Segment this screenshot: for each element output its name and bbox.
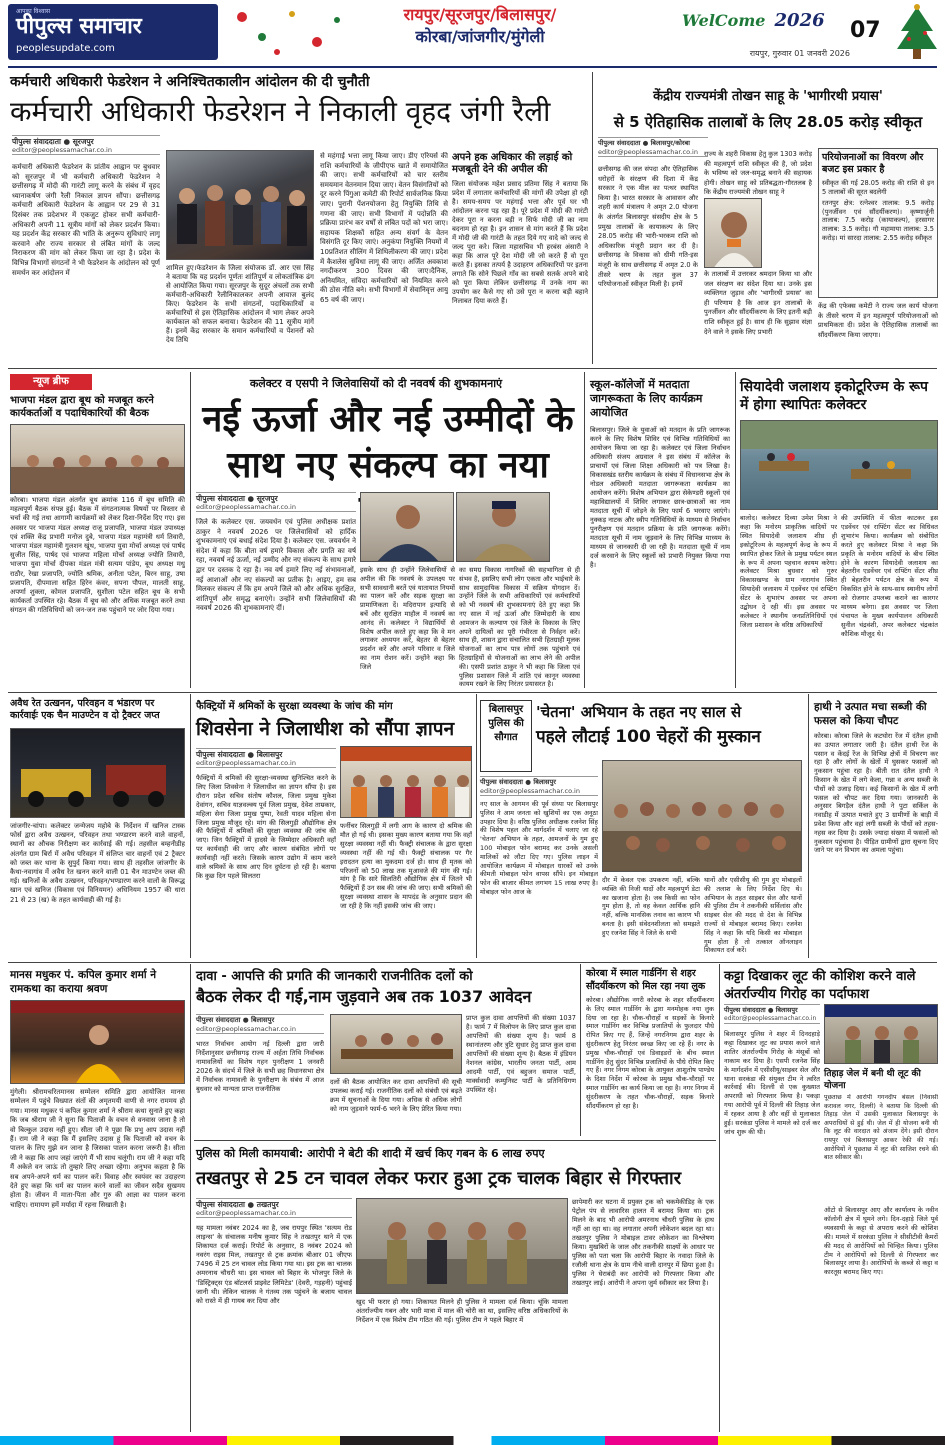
story1-email: editor@peoplessamachar.co.in <box>12 146 160 155</box>
story12-headline: बैठक लेकर दी गई,नाम जुड़वाने अब तक 1037 आवेदन <box>196 987 532 1006</box>
story3-col2b: के तालाबों में उत्तरकर श्रमदान किया था और जल संरक्षण का संदेश दिया था। उनके इस व्यक्तिगत जुड़ाव और 'भागीरथी प्रयास' का ही परिणाम है कि आज इन तालाबों के पुनर्जीवन और सौंदर्यीकरण के लिए इतनी बड़ी राशि स्वीकृत हुई है। साथ ही कि सुझाव संज्ञा देने वाले ने इसके लिए प्रभारी <box>704 270 812 336</box>
story9-col1: नए साल के आगमन की पूर्व संध्या पर बिलासपुर पुलिस ने आम जनता को खुशियों का एक अनूठा उपहार दिया है। वरिष्ठ पुलिस अधीक्षक रजनेश सिंह की विशेष पहल और मार्गदर्शन में चलाए जा रहे 'चेतना' अभियान के तहत, आमजनों के गुम हुए 100 मोबाइल फोन बरामद कर उनके असली मालिकों को लौटा दिए गए। पुलिस लाइन में आयोजित कार्यक्रम में मोबाइल धारकों को उनके कीमती मोबाइल फोन वापस सौंपे। इन मोबाइल फोन की बाजार कीमत लगभग 15 लाख रुपए है। मोबाइल फोन आज के <box>480 800 598 896</box>
divider-h2 <box>8 692 937 693</box>
story15-col1: यह मामला नवंबर 2024 का है, जब रायपुर स्थित 'सत्यम रोड लाइन्स' के संचालक मनीष कुमार सिंह ने तखतपुर थाने में एक शिकायत दर्ज कराई। रिपोर्ट के अनुसार, 8 नवंबर 2024 को नवरंग राइस मिल, तखतपुर से ट्रक क्रमांक बीआर 01 जीएफ 7496 में 25 टन चावल लोड किया गया था। इस ट्रक का चालक अमरनाथ चौधरी था। इस चावल को बिहार के भोजपुर जिले के 'डिस्ट्रिक्ट्स एंड बॉटलर्स प्राइवेट लिमिटेड' (देवरी, गड़हनी) पहुंचाई जानी थी। लेकिन चालक ने गंतव्य तक पहुंचने के बजाय चावल को रास्ते में ही गायब कर दिया और <box>196 1224 352 1305</box>
divider-v9 <box>580 964 581 1136</box>
project-box-line-1: स्वीकृत की गई 28.05 करोड़ की राशि से इन 5 तालाबों की सूरत बदलेगी <box>822 179 934 196</box>
story15-email: editor@peoplessamachar.co.in <box>196 1209 352 1218</box>
arrest-photo <box>824 1004 938 1064</box>
divider-v2 <box>190 372 191 688</box>
divider-v4 <box>735 372 736 688</box>
story1-headline: कर्मचारी अधिकारी फेडरेशन ने निकाली वृहद जंगी रैली <box>10 95 551 128</box>
website[interactable]: peoplesupdate.com <box>16 43 115 54</box>
story14-headline: कट्टा दिखाकर लूट की कोशिश करने वाले अंतर्राज्यीय गिरोह का पर्दाफाश <box>724 969 916 1002</box>
stage-illustration <box>11 1001 185 1084</box>
truck-driver-arrest-photo <box>356 1198 568 1294</box>
story5-body: बिलासपुर। जिले के युवाओं को मतदान के प्रति जागरूक करने के लिए विशेष शिविर एवं विभिन्न गतिविधियों का आयोजन किया जा रहा है। कलेक्टर एवं जिला निर्वाचन अधिकारी संजय अग्रवाल ने इस संबंध में कॉलेज के प्राचार्यों एवं जिला शिक्षा अधिकारी को पत्र लिखा है। विकासखंड स्तरीय कार्यक्रम के संबंध में विधानसभा क्षेत्र के नोडल अधिकारी मतदाता जागरूकता कार्यक्रम का आयोजन करेंगे। विशेष अभियान द्वारा सेकेण्डरी स्कूलों एवं महाविद्यालयों में शिविर लगाकर छात्र-छात्राओं का नाम मतदाता सूची में जोड़ने के लिए फार्म 6 भरवाए जाएंगे। नुक्कड़ नाटक और स्वीप गतिविधियों के माध्यम से निर्वाचन पुनरीक्षण एवं मतदान प्रक्रिया के प्रति जागरूक करेंगे। मतदाता सूची में नाम जुड़वाने के लिए विभिन्न माध्यम के माध्यम से जानकारी दी जा रही है। मतदाता सूची में नाम दर्ज करवाने के लिए स्कूलों को प्रभारी नियुक्त किया गया है। <box>590 426 730 569</box>
story13-body: कोरबा। औद्योगिक नगरी कोरबा के शहर सौंदर्यीकरण के लिए स्माल गार्डनिंग के द्वारा मनमोहक नया लुक दिया जा रहा है। चौक-चौराहों व सड़कों के किनारे स्माल गार्डनिंग कर विभिन्न प्रजातियों के फुलदार पौधे रोपित किए गए हैं, जिन्हें नगरनिगम द्वारा शहर के सुंदरीकरण हेतु निरंतर स्वच्छ किए जा रहे हैं। नगर के प्रमुख चौक-चौराहों एवं डिवाइडरों के बीच स्माल गार्डनिंग हेतु सुंदर विभिन्न प्रजातियों के पौधे रोपित किए गए हैं। नगर निगम कोरबा के आयुक्त आशुतोष पाण्डेय के दिशा निर्देश में कोरबा के प्रमुख चौक-चौराहों पर स्माल गार्डनिंग का कार्य किया जा रहा है। नगर निगम में सुंदरीकरण के तहत चौक-चौराहों, सड़क किनारे सौंदर्यीकरण हो रहा है। <box>586 996 714 1110</box>
dateline: रायपुर, गुरुवार 01 जनवरी 2026 <box>749 49 850 58</box>
project-box <box>818 148 938 298</box>
story14-body: बिलासपुर पुलिस ने शहर में दिनदहाड़े कट्टा दिखाकर लूट का प्रयास करने वाले शातिर अंतर्राज्यीय गिरोह के मंसूबों को नाकाम कर दिया है। एसपी रजनेश सिंह के मार्गदर्शन में एसीसीयू/साइबर सेल और थाना सरकंडा की संयुक्त टीम ने त्वरित कार्रवाई की। दिल्ली से एक कुख्यात अपराधी को गिरफ्तार किया है। पकड़ा गया आरोपी पूर्व में दिल्ली की तिहाड़ जेल में रहकर आया है और वहीं से मुलाकात हुई। सरकंडा पुलिस ने मामले को दर्ज कर जांच शुरू की थी। <box>724 1030 820 1136</box>
story4-byline-block <box>196 492 356 512</box>
story1-caption: शामिल हुए।फेडरेशन के जिला संयोजक डॉ. आर एस सिंह ने बताया कि यह प्रदर्शन पूर्णतः शांतिपूर्ण व लोकतांत्रिक ढंग से आयोजित किया गया। सूरजपुर के सुदूर अंचलों तक सभी कर्मचारी-अधिकारी रैलीनिकालकर अपनी आवाज बुलंद किए। फेडरेशन के सभी संगठनों, पदाधिकारियों व कर्मचारियों से इस ऐतिहासिक आंदोलन में भाग लेकर अपने कार्यकाल को सफल बनाया। फेडरेशन की 11 सूत्रीय मांगें हैं। इनमें केंद्र सरकार के समान कर्मचारियों व पेंशनरों को देय तिथि <box>166 264 314 344</box>
header-rule <box>8 66 937 68</box>
divider-v8 <box>190 964 191 1432</box>
masthead <box>0 0 945 66</box>
sp-illustration <box>457 493 550 562</box>
story3-col2: राज्य के शहरी विकास हेतु कुल 1303 करोड़ की महत्वपूर्ण राशि स्वीकृत की है, जो प्रदेश के भविष्य को जल-समृद्ध बनाने की सहायक होगी। तोखन साहू को प्रतिबद्धता-गौरतलब है कि केंद्रीय राज्यमंत्री तोखन साहू ने <box>704 150 812 196</box>
story8-col1: फैक्ट्रियों में श्रमिकों की सुरक्षा-व्यवस्था सुनिश्चित करने के लिए जिला शिवसेना ने जिलाधीश का ज्ञापन सौंपा है। इस दौरान प्रदेश सचिव संतोष कौशल, जिला प्रमुख मुकेश देवांगन, सचिव याज्ञवल्क्य पूर्व जिला प्रमुख, देवेश ताम्रकार, महिला सेना जिला प्रमुख पुष्पा, रेवती यादव महिला सेना जिला प्रमुख मौजूद रहे। मांग की सिलगुड़ी औद्योगिक क्षेत्र की फैक्ट्रियों में श्रमिकों की सुरक्षा व्यवस्था की जांच की जाए। जिन फैक्ट्रियों में हादसे के जिम्मेदार अधिकारी वहाँ पर कार्यवाही की जाए और कारण संबंधित लोगों पर कार्यवाही नहीं करते। जिसके कारण उद्योग में काम करने वाले श्रमिकों के साथ आए दिन दुर्घटना हो रही है। बताया कि कुछ दिन पहले सिलतरा <box>196 774 336 880</box>
reservoir-photo <box>740 420 938 510</box>
divider-v7 <box>808 694 809 958</box>
story8-email: editor@peoplessamachar.co.in <box>196 759 336 768</box>
print-color-bar <box>0 1436 945 1445</box>
christmas-tree-icon <box>893 3 941 63</box>
brand-name: पीपुल्स समाचार <box>16 14 142 39</box>
story4-headline-2: साथ नए संकल्प का नया <box>227 445 549 486</box>
mobile-return-photo <box>602 760 802 872</box>
ramkatha-photo <box>10 1000 185 1084</box>
story1-byline: पीपुल्स संवाददाता ● सूरजपुर <box>12 135 160 146</box>
divider-v1 <box>592 72 593 364</box>
story12-email: editor@peoplessamachar.co.in <box>196 1025 324 1034</box>
brief-label: न्यूज ब्रीफ <box>10 374 92 390</box>
cities-banner <box>370 4 590 60</box>
brief-body: कोरबा। भाजपा मंडल अंतर्गत बूथ क्रमांक 116 में बूथ समिति की महत्वपूर्ण बैठक संपन्न हुई। बैठक में संगठनात्मक विषयों पर विस्तार से चर्चा की गई तथा आगामी कार्यक्रमों को लेकर दिशा-निर्देश दिए गए। इस अवसर पर भाजपा मंडल अध्यक्ष राजू प्रजापति, भाजपा मंडल उपाध्यक्ष एवं शक्ति केंद्र प्रभारी मनोज दुबे, भाजपा मंडल महामंत्री धर्म तिवारी, भाजपा मंडल महामंत्री गुलशन खूंथ, भाजपा युवा मोर्चा अध्यक्ष एवं पार्षद सुजीत सिंह, पार्षद एवं भाजपा महिला मोर्चा अध्यक्ष ज्योति तिवारी, भाजपा युवा मोर्चा दीपका मंडल मंत्री सत्यम पांडेय, बूथ अध्यक्ष मधु राठौर, रेखा प्रजापति, ज्योति श्रमिक, अनीता पटेल, बिरन साहू, उषा प्रजापति, दीपमाला सहित हिरेन कंवर, सपना पौपल, मालती साहू, अपर्णा शुक्ला, कोमल प्रजापति, सुशीला पटेल सहित बूथ के सभी कार्यकर्ता उपस्थित रहे। बैठक में बूथ को और अधिक मजबूत करने तथा संगठन की गतिविधियों को जन-जन तक पहुंचाने पर जोर दिया गया। <box>10 496 185 615</box>
story14-byline-block <box>724 1004 820 1024</box>
story3-byline-block <box>598 137 708 157</box>
vehicles-illustration <box>11 729 185 818</box>
story12-col2: दलों की बैठक आयोजित कर दावा आपत्तियों की सूची उपलब्ध कराई गई। राजनीतिक दलों को संबंधी एवं बढ़ते क्रम में सूचनाओं के दिया गया। अधिक से अधिक लोगों को नाम जुड़वाने फार्म-6 भरने के लिए प्रेरित किया गया। <box>330 1078 462 1113</box>
story3-byline: पीपुल्स संवाददाता ● बिलासपुर/कोरबा <box>598 137 708 148</box>
group-illustration <box>603 761 802 872</box>
story15-col2: खुद भी फरार हो गया। शिकायत मिलने ही पुलिस ने मामला दर्ज किया। चूंकि मामला अंतर्राज्यीय गबन और भारी मात्रा में माल की चोरी का था, इसलिए वरिष्ठ अधिकारियों के निर्देशन में एक विशेष टीम गठित की गई। पुलिस टीम ने पहले बिहार में <box>356 1298 568 1325</box>
story14-col2: ऑटो से बिलासपुर आए और कार्यालय के नवीन कॉलोनी क्षेत्र में घूमने लगे। दिन-दहाड़े जिले पूर्व व्यवसायी के कट्टा से अपराध करने की कोशिश की। मामले में सरकंडा पुलिस ने सीसीटीवी कैमरों की मदद से आरोपियों को चिन्हित किया। पुलिस टीम ने आरोपियों को दिल्ली से गिरफ्तार कर बिलासपुर लाया है। आरोपियों के कब्जे से कट्टा व कारतूस बरामद किए गए। <box>824 1206 938 1277</box>
story12-kicker: दावा - आपत्ति की प्रगति की जानकारी राजनीतिक दलों को <box>196 969 473 984</box>
story9-byline: पीपुल्स संवाददाता ● बिलासपुर <box>480 776 598 787</box>
story10-body: कोरबा। कोरबा जिले के कटघोरा रेंज में दंतैल हाथी का उत्पात लगातार जारी है। दंतैल हाथी रेंज के पसान व केंदई रेंज के विभिन्न क्षेत्रों में विचरण कर रहा है और लोगों के खेतों में घुसकर फसलों को नुकसान पहुंचा रहा है। बीती रात दंतैल हाथी ने किसान के खेत में लगे केला, गन्ना व अन्य सब्जी के पौधों को उजाड़ दिया। कई किसानों के खेत में लगी फसल को चौपट कर दिया गया। जानकारी के अनुसार बिगड़ैल दंतैल हाथी ने पुटा सर्किल के नवाडीह में उत्पात मचाते हुए 3 ग्रामीणों के बाड़ी में प्रवेश किया और वहां लगी सब्जी के पौधों को तहस-नहस कर दिया है। उसके ज्यादा संख्या में फसलों को नुकसान पहुंचाया है। पीड़ित ग्रामीणों द्वारा सूचना दिए जाने पर वन विभाग का अमला पहुंचा। <box>814 732 938 855</box>
story4-col1: जिले के कलेक्टर एस. जयवर्धन एवं पुलिस अधीक्षक प्रशांत ठाकुर ने नववर्ष 2026 पर जिलेवासियों को हार्दिक शुभकामनाएं एवं बधाई संदेश दिया है। कलेक्टर एस. जयवर्धन ने संदेश में कहा कि बीता वर्ष हमारे विकास और प्रगति का वर्ष रहा, नववर्ष नई ऊर्जा, नई उम्मीद और नए संकल्प के साथ हमारे द्वार पर दस्तक दे रहा है। नव वर्ष हमारे लिए नई संभावनाओं, नई आशाओं और नए संकल्पों का प्रतीक है। आइए, हम सब मिलकर संकल्प लें कि हम अपने जिले को और अधिक सुरक्षित, शांतिपूर्ण और समृद्ध बनाएंगे। उन्होंने सभी जिलेवासियों की नववर्ष 2026 की शुभकामनाएं दीं। <box>196 518 356 613</box>
story2-headline: अपने हक अधिकार की लड़ाई को मजबूती देने की अपील की <box>452 152 573 175</box>
story7-headline: अवैध रेत उत्खनन, परिवहन व भंडारण पर कार्रवाईः एक चैन माउण्टेन व दो ट्रैक्टर जप्त <box>10 698 160 721</box>
project-box-title: परियोजनाओं का विवरण और बजट इस प्रकार है <box>822 152 924 175</box>
meeting-table-illustration <box>331 1015 462 1074</box>
story9-byline-block <box>480 776 598 796</box>
story1-byline-block <box>12 135 160 155</box>
story12-col1: भारत निर्वाचन आयोग नई दिल्ली द्वारा जारी निर्देशानुसार छत्तीसगढ़ राज्य में अर्हता तिथि निर्वाचक नामावलियों का विशेष गहन पुनरीक्षण 1 जनवरी 2026 के संदर्भ में जिले के सभी छह विधानसभा क्षेत्र में निर्वाचक नामावली के पुनरीक्षण के संबंध में आज बुधवार को मान्यता प्राप्त राजनीतिक <box>196 1040 324 1093</box>
story14-inset-body: पूछताछ में आरोपी गगनदीप बंसल (निवासी करावल नगर, दिल्ली) ने बताया कि दिल्ली की तिहाड़ जेल में उसकी मुलाकात बिलासपुर के अपराधियों से हुई थी। जेल में ही योजना बनी थी कि लूट की वारदात को अंजाम देंगे। इसी दौरान रायपुर एवं बिलासपुर आकर रेकी की गई। आरोपियों ने पूछताछ में लूट की साजिश रचने की बात स्वीकार की। <box>824 1094 938 1162</box>
cities-line-2: कोरबा/जांजगीर/मुंगेली <box>415 27 545 46</box>
story9-headline-1: 'चेतना' अभियान के तहत नए साल से <box>536 703 742 721</box>
story9-col3: थानों और एसीसीयू की गुम हुए मोबाइलों की तलाश के लिए निर्देश दिए थे। अभियान के तहत साइबर सेल और थानों की पुलिस टीम ने तकनीकी सर्विलांस और साइबर सेल की मदद से देश के विभिन्न राज्यों से मोबाइल बरामद किए। रजनेश सिंह ने कहा कि यदि किसी का मोबाइल गुम होता है तो तत्काल ऑनलाइन शिकायत दर्ज करें। <box>704 876 802 955</box>
crowd-illustration <box>167 151 314 260</box>
story3-headline: से 5 ऐतिहासिक तालाबों के लिए 28.05 करोड़ स्वीकृत <box>613 113 923 131</box>
story8-byline-block <box>196 748 336 768</box>
story4-kicker: कलेक्टर व एसपी ने जिलेवासियों को दी नववर्ष की शुभकामनाएं <box>249 377 503 390</box>
story15-col3: छापेमारी कर घटना में प्रयुक्त ट्रक को चकमेकीडिह के एक पेट्रोल पंप से लावारिस हालत में बरामद किया था। ट्रक मिलने के बाद भी आरोपी अमरनाथ चौधरी पुलिस के हाथ नहीं आ रहा था। वह लगातार अपनी लोकेशन बदल रहा था। तखतपुर पुलिस ने मोबाइल टावर लोकेशन का विश्लेषण किया। मुखबिरों के जाल और तकनीकी साक्ष्यों के आधार पर पुलिस को पता चला कि आरोपी बिहार के नवादा जिले के रजौली थाना क्षेत्र के ग्राम नीचे वाली दानपुर में छिपा हुआ है। पुलिस ने घेराबंदी कर आरोपी को गिरफ्तार किया और तखतपुर लाई। आरोपी ने अपना जुर्म स्वीकार कर लिया है। <box>572 1198 714 1287</box>
story8-kicker: फैक्ट्रियों में श्रमिकों के सुरक्षा व्यवस्था के जांच की मांग <box>196 701 393 712</box>
story3-col3b: केंद्र की एफेक्स कमेटी ने राज्य जल कार्य योजना के तीसरे चरण में इन महत्वपूर्ण परियोजनाओं को प्राथमिकता दी। प्रदेश के ऐतिहासिक तालाबों का सौंदर्यीकरण किया जाएगा। <box>818 302 938 339</box>
brand-logo <box>8 4 218 60</box>
story12-byline: पीपुल्स संवाददाता ● बिलासपुर <box>196 1014 324 1025</box>
story13-headline: कोरबा में स्माल गार्डनिंग से शहर सौंदर्यीकरण को मिल रहा नया लुक <box>586 968 706 992</box>
story14-byline: पीपुल्स संवाददाता ● बिलासपुर <box>724 1004 820 1015</box>
project-box-line-2: रतनपुर क्षेत्र: रत्नेश्वर तालाब: 9.5 करोड़ (पुनर्जीवन एवं सौंदर्यीकरण)। कृष्णार्जुनी तालाब: 7.5 करोड़ (कायाकल्प), हरसागर तालाब: 3.5 करोड़। गौ महामाया तालाब: 3.5 करोड़। मां सारदा तालाब: 2.55 करोड़ स्वीकृत <box>822 199 934 242</box>
story4-col3: का समग्र विकास नागरिकों की सहभागिता से ही संभव है, इसलिए सभी लोग एकता और भाईचारे के साथ सामुदायिक विकास में सक्रिय योगदान दें।उन्होंने जिले के सभी अधिकारियों एवं कर्मचारियों को भी नववर्ष की शुभकामनाएं देते हुए कहा कि नए साल में नई ऊर्जा और जिम्मेदारी के साथ आमजन के कल्याण एवं जिले के विकास के लिए अपने दायित्वों का पूरी गंभीरता से निर्वहन करें। साथ ही, शासन द्वारा संचालित सभी हितग्राही मूलक योजनाओं का लाभ पात्र लोगों तक पहुंचाने एवं हितग्राहियों से योजनाओं का लाभ लेने की अपील की। एसपी प्रशांत ठाकुर ने भी कहा कि जिला एवं पुलिस प्रशासन जिले में शांति एवं कानून व्यवस्था कायम रखने के लिए निरंतर प्रयासरत है। <box>459 566 580 688</box>
story8-headline: शिवसेना ने जिलाधीश को सौंपा ज्ञापन <box>196 718 455 740</box>
decoration-left <box>222 2 352 62</box>
welcome-text: WelCome <box>682 11 766 30</box>
story7-body: जांजगीर-चांपा। कलेक्टर जन्मेजय महोबे के निर्देशन में खनिज टास्क फोर्स द्वारा अवैध उत्खनन, परिवहन तथा भण्डारण करने वाले वाहनों, स्थानों का औचक निरीक्षण कर कार्रवाई की गई। तहसील बम्हनीडीह अंतर्गत ग्राम बिर्रा में अवैध परिवहन में संलिप्त चार वाहनों एवं 2 ट्रैक्टर को जब्त कर थाना के सुपुर्द किया गया। साथ ही तहसील जांजगीर के कैथा-नवागांव में अवैध रेत खनन करने वाली 01 चैन माउण्टेन जब्त की गई। खनिजों के अवैध उत्खनन, परिवहन/भण्डारण करने वालों के विरूद्ध खान एवं खनिज (विकास एवं विनियमन) अधिनियम 1957 की धारा 21 से 23 (ख) के तहत कार्यवाही की गई है। <box>10 822 185 904</box>
divider-h3 <box>8 962 937 963</box>
collector-portrait <box>360 492 454 562</box>
portrait-illustration <box>705 199 762 268</box>
election-meeting-photo <box>330 1014 462 1074</box>
story9-headline-2: पहले लौटाई 100 चेहरों की मुस्कान <box>536 727 761 747</box>
divider-v3 <box>584 372 585 688</box>
story1-kicker: कर्मचारी अधिकारी फेडरेशन ने अनिश्चितकालीन आंदोलन की दी चुनौती <box>10 74 370 90</box>
story14-inset-label: तिहाड़ जेल में बनी थी लूट की योजना <box>824 1069 921 1091</box>
story10-headline: हाथी ने उत्पात मचा सब्जी की फसल को किया चौपट <box>814 701 927 727</box>
story5-headline: स्कूल-कॉलेजों में मतदाता जागरूकता के लिए कार्यक्रम आयोजित <box>590 378 703 419</box>
brand-tag: आपका विश्वास <box>16 8 50 15</box>
story15-byline-block <box>196 1198 352 1218</box>
story11-headline: मानस मधुकर पं. कपिल कुमार शर्मा ने रामकथा का कराया श्रवण <box>10 969 157 995</box>
story12-col3: प्राप्त कुल दावा आपत्तियों की संख्या 1037 है। फार्म 7 में विलोपन के लिए प्राप्त कुल दावा आपत्तियों की संख्या शून्य है। फार्म 8 स्थानांतरण और त्रुटि सुधार हेतु प्राप्त कुल दावा आपत्तियों की संख्या शून्य है। बैठक में इंडियन नेशनल कांग्रेस, भारतीय जनता पार्टी, आम आदमी पार्टी, एवं बहुजन समाज पार्टी, मार्क्सवादी कम्युनिस्ट पार्टी के प्रतिनिधिगण उपस्थित रहे। <box>466 1014 576 1094</box>
story3-kicker: केंद्रीय राज्यमंत्री तोखन साहू के 'भागीरथी प्रयास' <box>653 89 883 104</box>
police-illustration <box>357 1199 568 1294</box>
story1-col1: कर्मचारी अधिकारी फेडरेशन के प्रांतीय आह्वान पर बुधवार को सूरजपुर में भी कर्मचारी अधिकारी फेडरेशन ने छत्तीसगढ़ में मोदी की गारंटी लागू करने के संबंध में वृहद ध्यानाकर्षण जंगी रैली निकाल ज्ञापन सौंपा। छत्तीसगढ़ कर्मचारी अधिकारी फेडरेशन के आह्वान पर 29 से 31 दिसंबर तक प्रदेशभर में एकजुट होकर सभी कर्मचारी-अधिकारी अपनी 11 सूत्रीय मांगों को लेकर प्रदर्शन किया। यह प्रदर्शन केंद्र सरकार की भांति के अनुरूप सुविधाएं लागू करवाने और राज्य सरकार से लंबित मांगों के जल्द निराकरण की मांग को लेकर किया जा रहा है। प्रदेश के विभिन्न विभागों संगठनों ने भी फेडरेशन के आंदोलन को पूर्ण समर्थन कर आंदोलन में <box>12 163 160 277</box>
story2-body: जिला संयोजक महेश प्रसाद प्रतिमा सिंह ने बताया कि प्रदेश में लगातार कर्मचारियों की मांगों की उपेक्षा हो रही है। समय-समय पर महंगाई भत्ता और पूर्व घर भी आंदोलन करना पड़ रहा है। पूरे प्रदेश में मोदी की गारंटी देकर पूरा न करना बड़ी न सिर्फ मोदी जी का नाम बदनाम हो रहा है। इन शासन से मांग करते हैं कि प्रदेश में मोदी जी की गारंटी के तहत दिये गए वादे को जल्द से जल्द पूरा करे। जिला महासचिव भी हरबंस अंसारी ने कहा कि आज पूरे देश मोदी जी जो करते हैं वो पूरा करते हैं। इसका तत्पर्य है उदाहरण अधिकारियों पर इतना लगाते कि सोने पिछले गाँव का सबसे सतर्क अपने बादे को पूरा किया लेकिन छत्तीसगढ़ में उनके नाम का उपयोग कर कैसे गए सो उसे पूरा न करना बड़ी बहाने निलाबत दिया करते हैं। <box>452 180 588 305</box>
story9-email: editor@peoplessamachar.co.in <box>480 787 598 796</box>
story4-headline-1: नई ऊर्जा और नई उम्मीदों के <box>202 399 574 440</box>
story1-col3: से महंगाई भत्ता लागू किया जाए। डीए एरियर्स की राशि कर्मचारियों के जीपीएफ खाते में समायोजित की जाए। सभी कर्मचारियों को चार स्तरीय समयमान वेतनमान दिया जाए। वेतन विसंगतियों को दूर करने पिंगुआ कमेटी की रिपोर्ट सार्वजनिक किया जाए। पुरानी पेंशनयोजना हेतु नियुक्ति तिथि से गणना की जाए। सभी विभागों में पदोन्नति की प्रक्रिया प्रारंभ कर वर्षों से लंबित पदों को भरा जाए। सहायक शिक्षकों सहित अन्य संवर्ग के वेतन विसंगति दूर किए जाएं। अनुकंपा नियुक्ति नियमों में 10प्रतिशत सीलिंग में शिथिलीकरण की जाए। प्रदेश में कैशलेस सुविधा लागू की जाए। अर्जित अवकाश नगदीकरण 300 दिवस की जाए।दैनिक, अनियमित, संविदा कर्मचारियों को नियमित करने की ठोस नीति बने। सभी विभागों में सेवानिवृत्त आयु 65 वर्ष की जाए। <box>320 152 448 304</box>
story15-headline: तखतपुर से 25 टन चावल लेकर फरार हुआ ट्रक चालक बिहार से गिरफ्तार <box>196 1168 682 1189</box>
divider-v10 <box>719 964 720 1432</box>
story4-col2: इसके साथ ही उन्होंने जिलेवासियों से अपील की कि नववर्ष के उपलक्ष्य पर सभी सावधानी बरतें एवं यातायात नियमों का पालन करें और सड़क सुरक्षा का प्रामाणिकता दें। मदिरापान इत्यादि से बचें और सुरक्षित माहौल में नववर्ष का आनंद लें। कलेक्टर ने विद्यार्थियों से विशेष अपील करते हुए कहा कि वे मन लगाकर अध्ययन करें, बेहतर से बेहतर प्रदर्शन करें और अपने परिवार व जिले का नाम रोशन करें। उन्होंने कहा कि जिले <box>360 566 455 671</box>
collector-illustration <box>361 493 454 562</box>
story15-byline: पीपुल्स संवाददाता ● तखतपुर <box>196 1198 352 1209</box>
story3-email: editor@peoplessamachar.co.in <box>598 148 708 157</box>
story12-byline-block <box>196 1014 324 1034</box>
divider-h4 <box>194 1140 716 1141</box>
sp-portrait <box>456 492 550 562</box>
page-number: 07 <box>850 18 881 43</box>
story8-col2: फर्नीचर सिलगुड़ी में लगी आग के कारण दो श्रमिक की मौत हो गई थी। इसका मुख्य कारण बताया गया कि वहाँ सुरक्षा व्यवस्था नहीं थी। फैक्ट्री संचालक के द्वारा सुरक्षा व्यवस्था नहीं की गई थी। फैक्ट्री संचालक पर गैर इरादतन हत्या का मुकदमा दर्ज हो। साथ ही मृतक को परिजनों को 50 लाख तक मुआवजे की मांग की गई। मांग है कि सारे सिलतिरी औद्योगिक क्षेत्र में जितने भी फैक्ट्रियों हैं उन सब की जांच की जाए। सभी श्रमिकों की सुरक्षा व्यवस्था शासन के मापदंड के अनुसार प्रदान की जा रही है कि नहीं इसकी जांच की जाए। <box>340 822 472 911</box>
divider-v5 <box>190 694 191 958</box>
welcome-year: 2026 <box>774 10 825 31</box>
story6-headline: सियादेवी जलाशय इकोटूरिज्म के रूप में होगा स्थापितः कलेक्टर <box>740 379 928 413</box>
brief-headline: भाजपा मंडल द्वारा बूथ को मजबूत करने कार्यकर्ताओं व पदाधिकारियों की बैठक <box>10 395 154 419</box>
story11-body: मुंगेली। श्रीरामचरितमानस सम्मेलन समिति द्वारा आयोजित मानस सम्मेलन में पहुंचे विख्यात संतों की अमृतमयी वाणी से नगर राममय हो गया। मानस मधुकर पं कपिल कुमार शर्मा ने श्रीराम कथा सुनाते हुए कहा कि जब श्रीराम जी ने सुना कि पिताजी के वचन से वनवास जाना है तो वो बिल्कुल उदास नहीं हुए। सीता जी ने पूछा कि प्रभु आप उदास नहीं हैं। राम जी ने कहा कि मैं इसलिए उदास हूं कि पिताजी को वचन के पालन के लिए मुझे वन जाना है जिसका पालन करना जरूरी है। सीता जी ने कहा कि आप जहां जाएंगे मैं भी साथ चलूंगी। राम जी ने कहा यदि मैं अकेले वन जाऊं तो तुम्हारे लिए अच्छा रहेगा। अनुभव कहता है कि सब अपने-अपने धर्म का पालन करें। विवाह और स्वयंवर का उदाहरण देते हुए कहा कि धर्म का पालन करने वालों का जीवन सदैव सुखमय होता है। जीवन में माता-पिता और गुरु की आज्ञा का पालन करना चाहिए। रामायण हमें मर्यादा में रहना सिखाती है। <box>10 1088 185 1209</box>
seized-vehicles-photo <box>10 728 185 818</box>
divider-h1 <box>8 368 937 369</box>
story1-rally-photo <box>166 150 314 260</box>
divider-v6 <box>476 694 477 958</box>
story4-email: editor@peoplessamachar.co.in <box>196 503 356 512</box>
story8-byline: पीपुल्स संवाददाता ● बिलासपुर <box>196 748 336 759</box>
arrest-illustration <box>825 1005 938 1064</box>
brief-meeting-photo <box>10 424 185 494</box>
meeting-illustration <box>11 425 185 494</box>
story14-email: editor@peoplessamachar.co.in <box>724 1015 820 1024</box>
story3-col1: छत्तीसगढ़ की जल संपदा और ऐतिहासिक धरोहरों के संरक्षण की दिशा में केंद्र सरकार ने एक मील का पत्थर स्थापित किया है। भारत सरकार के आवासन और शहरी कार्य मंत्रालय ने अमृत 2.0 योजना के अंतर्गत बिलासपुर संसदीय क्षेत्र के 5 प्रमुख तालाबों के कायाकल्प के लिए 28.05 करोड़ की भारी-भरकम राशि को अधिकारिक मंजूरी प्रदान कर दी है।छत्तीसगढ़ के विकास को धीमी गति-इस मंजूरी के साथ छत्तीसगढ़ में अमृत 2.0 के तीसरे चरण के तहत कुल 37 परियोजनाओं स्वीकृत मिली है। इनमें <box>598 165 698 289</box>
shivsena-memo-photo <box>340 746 472 818</box>
cities-line-1: रायपुर/सूरजपुर/बिलासपुर/ <box>403 5 557 24</box>
story6-col1: बालोद। कलेक्टर दिव्या उमेश मिश्रा ने कहा कि मनोरम प्राकृतिक वादियों पर स्थित सियादेवी जलाशय शीघ्र ही इकोटूरिज्म के महत्वपूर्ण केन्द्र के रूप में स्थापित होकर जिले के प्रमुख पर्यटन स्थल के रूप में अपना पहचान कायम करेगा। कलेक्टर मिश्रा बुधवार को गुरुर विकासखण्ड के ग्राम नारागांव स्थित सियादेवी जलाशय में एडवेंचर एवं राफ्टिंग सेंटर के शुभारंभ अवसर पर अपना उद्बोधन दे रही थीं। इस अवसर पर कलेक्टर ने स्थानीय जनप्रतिनिधियों एवं जिला प्रशासन के वरिष्ठ अधिकारियों <box>740 514 837 629</box>
story15-kicker: पुलिस को मिली कामयाबी: आरोपी ने बेटी की शादी में खर्च किए गबन के 6 लाख रुपए <box>196 1147 545 1160</box>
story6-col2: की उपस्थिति में फीता काटकर इस एडवेंचर एवं राफ्टिंग सेंटर का विधिवत शुभारंभ किया। कार्यक्रम को संबोधित करते हुए कलेक्टर मिश्रा ने कहा कि प्रकृति के मनोरम वादियों के बीच स्थित होने के कारण सियादेवी जलाशय का बेहतरीन एडवेंचर एवं राफ्टिंग सेंटर शीघ्र ही बेहतरीन पर्यटन क्षेत्र के रूप में विकसित होने के साथ-साथ स्थानीय लोगों को रोजगार उपलब्ध कराने का कारगर माध्यम बनेगा। इस अवसर पर जिला पंचायत के मुख्य कार्यपालन अधिकारी सुनील चंद्रवंशी, अपर कलेक्टर चंद्रकांत कौशिक मौजूद थे। <box>841 514 938 638</box>
story9-col2: दौर में केवल एक उपकरण नहीं, बल्कि व्यक्ति की निजी यादों और महत्वपूर्ण डेटा का खजाना होता है। जब किसी का फोन गुम होता है, तो वह केवल आर्थिक हानि नहीं, बल्कि मानसिक तनाव का कारण भी बनता है। इसी संवेदनशीलता को समझते हुए रजनेश सिंह ने जिले के सभी <box>602 876 700 937</box>
story9-side-label: बिलासपुर पुलिस की सौगात <box>480 700 532 772</box>
reservoir-illustration <box>741 421 938 510</box>
story4-byline: पीपुल्स संवाददाता ● सूरजपुर <box>196 492 356 503</box>
memo-group-illustration <box>341 747 472 818</box>
minister-portrait <box>704 198 762 268</box>
